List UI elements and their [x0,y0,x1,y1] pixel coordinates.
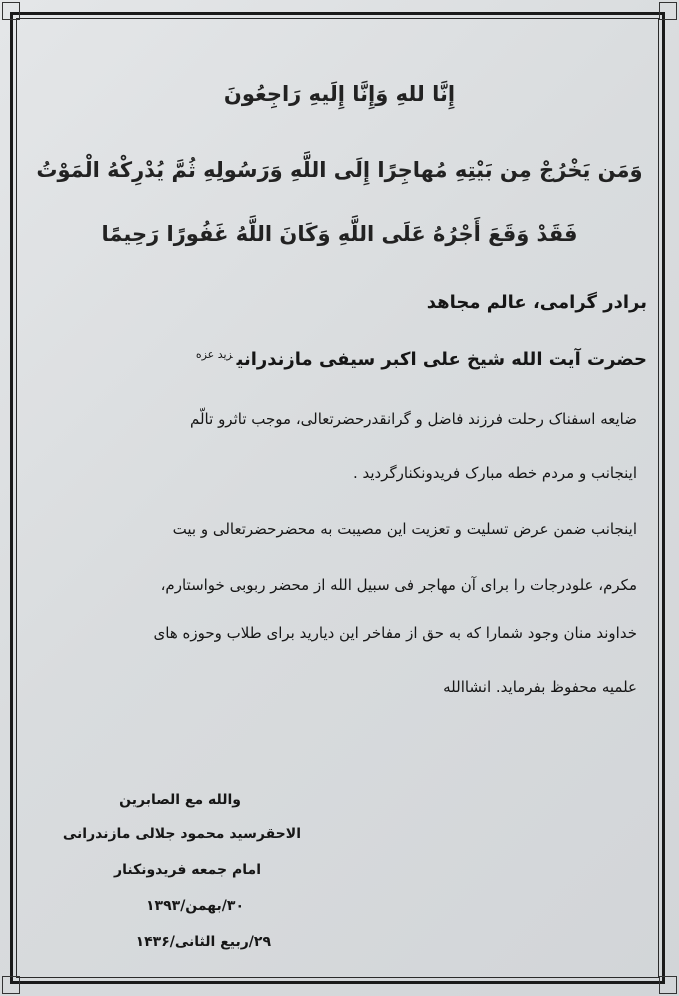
quran-verse-line-2: وَمَن يَخْرُجْ مِن بَيْتِهِ مُهاجِرًا إِلَى اللَّهِ وَرَسُولِهِ ثُمَّ يُدْرِكْهُ الْمَوْتُ [36,158,643,182]
body-p2-line-3: خداوند منان وجود شمارا که به حق از مفاخر این دیارید برای طلاب وحوزه های [153,624,637,642]
quran-verse-line-3: فَقَدْ وَقَعَ أَجْرُهُ عَلَى اللَّهِ وَكَانَ اللَّهُ غَفُورًا رَحِيمًا [101,222,578,246]
closing-phrase: والله مع الصابرین [119,792,241,808]
body-p1-line-1: ضایعه اسفناک رحلت فرزند فاضل و گرانقدرحضرتعالی، موجب تاثرو تالّم [190,410,637,428]
quran-verse-line-1: إِنَّا للهِ وَإِنَّا إِلَیهِ رَاجِعُونَ [223,82,456,106]
salutation: برادر گرامی، عالم مجاهد [426,292,647,313]
signer-name: الاحقرسید محمود جلالی مازندرانی [62,826,301,842]
body-p2-line-4: علمیه محفوظ بفرماید. انشاالله [443,678,637,696]
body-p2-line-2: مکرم، علودرجات را برای آن مهاجر فی سبیل الله از محضر ربوبی خواستارم، [160,576,637,594]
addressee-name: حضرت آیت الله شیخ علی اکبر سیفی مازندرانی [236,349,647,370]
signer-title: امام جمعه فریدونکنار [114,862,261,878]
honorific: زید عزه [195,348,233,361]
body-p2-line-1: اینجانب ضمن عرض تسلیت و تعزیت این مصیبت به محضرحضرتعالی و بیت [172,520,637,538]
date-solar: ۳۰/بهمن/۱۳۹۳ [146,898,244,914]
body-p1-line-2: اینجانب و مردم خطه مبارک فریدونکنارگردید . [352,464,637,482]
addressee-line [196,348,647,370]
date-lunar: ۲۹/ربیع الثانی/۱۴۳۶ [135,934,271,950]
